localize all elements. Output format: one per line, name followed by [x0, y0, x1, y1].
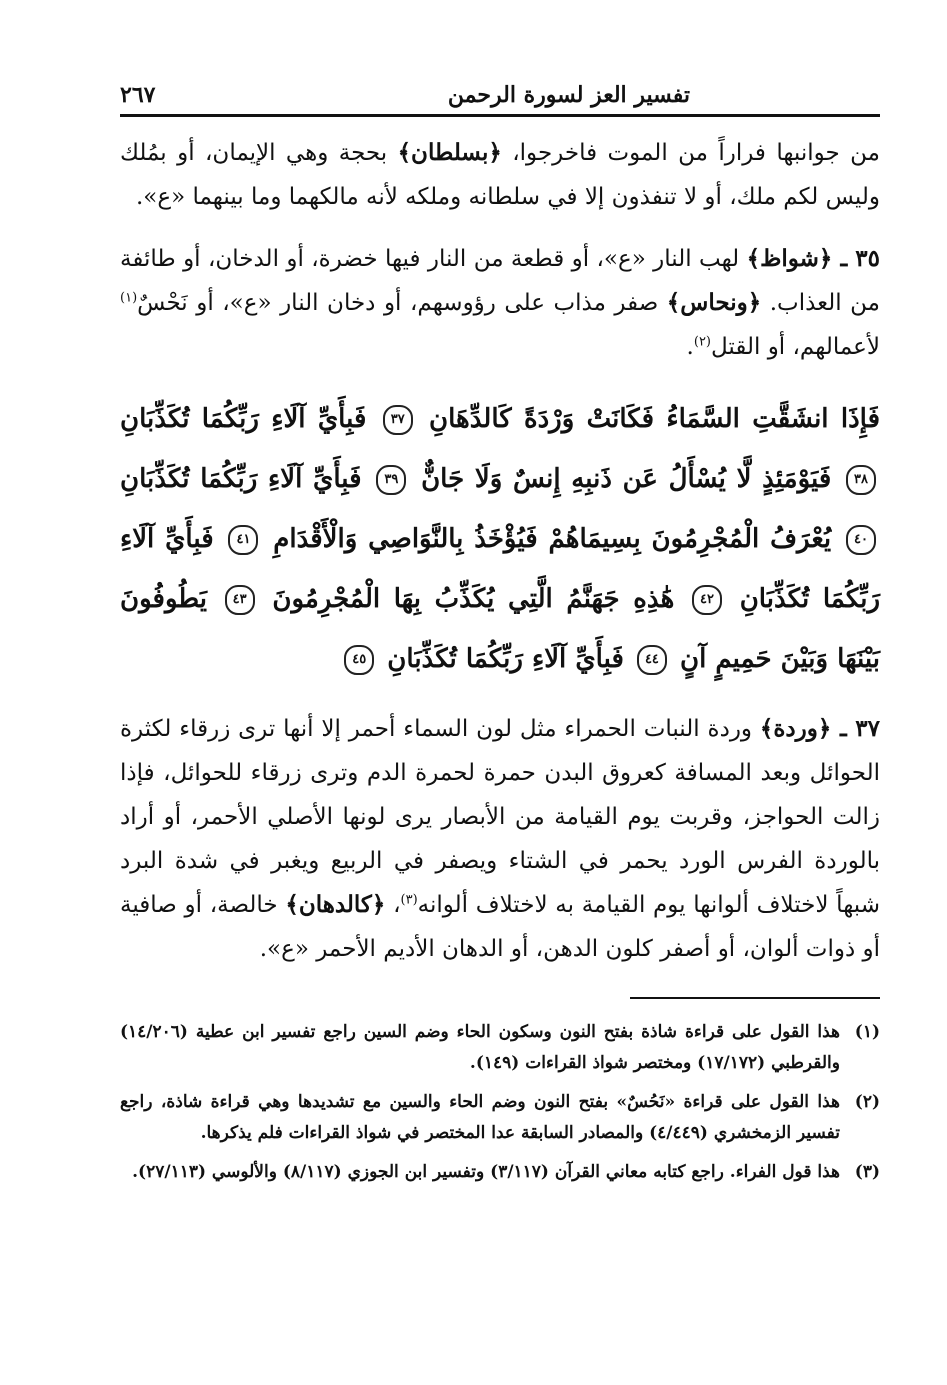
footnote-ref-2[interactable]: (٢) [693, 334, 711, 350]
keyword-bisultan: ﴿بسلطان﴾ [397, 139, 502, 166]
text-span: من جوانبها فراراً من الموت فاخرجوا، [501, 140, 880, 166]
ayah-text: فَبِأَيِّ آلَاءِ رَبِّكُمَا تُكَذِّبَانِ [120, 524, 880, 614]
ayah-text: هَٰذِهِ جَهَنَّمُ الَّتِي يُكَذِّبُ بِهَا الْمُجْرِمُونَ [272, 584, 675, 614]
text-span: خالصة، أو صافية أو ذوات ألوان، أو أصفر كلون الدهن، أو الدهان الأديم الأحمر «ع». [120, 892, 880, 962]
running-title: تفسير العز لسورة الرحمن [447, 82, 690, 108]
footnote-item [120, 1157, 880, 1188]
footnote-ref-3[interactable]: (٣) [400, 892, 418, 908]
ayah-text: فَبِأَيِّ آلَاءِ رَبِّكُمَا تُكَذِّبَانِ [120, 464, 362, 494]
ayah-number-marker: ٤٣ [225, 585, 255, 615]
page-number: ٢٦٧ [120, 82, 156, 108]
keyword-warda: ﴿وردة﴾ [759, 715, 832, 742]
verse-number: ٣٥ ـ [832, 245, 880, 272]
ayah-text: فَإِذَا انشَقَّتِ السَّمَاءُ فَكَانَتْ وَرْدَةً كَالدِّهَانِ [429, 404, 881, 434]
text-span: صفر مذاب على رؤوسهم، أو دخان النار «ع»، أو نَحْسٌ [137, 290, 667, 316]
footnote-ref-1[interactable]: (١) [120, 290, 138, 306]
paragraph-verse-35-commentary [120, 237, 880, 369]
keyword-kaldihan: ﴿كالدهان﴾ [285, 891, 386, 918]
ayah-number-marker: ٤٠ [846, 525, 876, 555]
keyword-nuhas: ﴿ونحاس﴾ [666, 289, 762, 316]
ayah-number-marker: ٣٩ [376, 465, 406, 495]
text-span: وردة النبات الحمراء مثل لون السماء أحمر إلا أنها ترى زرقاء لكثرة الحوائل وبعد المسافة كعروق البدن حمرة لحمرة الدم وترى زرقاء للحوائل، فإذا زالت الحواجز، وقربت يوم القيامة من الأبصار يرى لونها الأصلي الأحمر، أو أراد بالوردة الفرس الورد يحمر في الشتاء ويصفر في الربيع ويغبر في شدة البرد شبهاً لاختلاف ألوانها يوم القيامة به لاختلاف ألوانه [120, 716, 881, 918]
text-span: ، [385, 892, 401, 918]
quran-verses-block [120, 389, 880, 689]
footnote-text: هذا القول على قراءة «نَحُسٌ» بفتح النون وضم الحاء والسين مع تشديدها وهي قراءة شاذة، راجع تفسير الزمخشري (٤/٤٤٩) والمصادر السابقة عدا المختصر في شواذ القراءات فلم يذكرها. [120, 1092, 840, 1143]
text-span: . [686, 334, 694, 360]
paragraph-verse-37-commentary [120, 707, 880, 971]
footnote-marker: (٣) [854, 1162, 880, 1182]
footnote-marker: (١) [854, 1022, 880, 1042]
footnote-text: هذا القول على قراءة شاذة بفتح النون وسكون الحاء وضم السين راجع تفسير ابن عطية (١٤/٢٠٦) والقرطبي (١٧/١٧٢) ومختصر شواذ القراءات (١٤٩). [120, 1022, 840, 1073]
text-span: لهب النار «ع»، أو قطعة من النار فيها خضرة، أو الدخان، أو طائفة من العذاب. [120, 246, 881, 316]
footnote-divider [630, 997, 880, 999]
footnote-item [120, 1087, 880, 1149]
verse-number: ٣٧ ـ [831, 715, 880, 742]
footnote-text: هذا قول الفراء. راجع كتابه معاني القرآن (٣/١١٧) وتفسير ابن الجوزي (٨/١١٧) والألوسي (٢٧/١١٣). [132, 1162, 840, 1182]
text-span: لأعمالهم، أو القتل [711, 334, 880, 360]
paragraph-verse-33-commentary [120, 131, 880, 219]
footnotes-section [120, 1017, 880, 1188]
ayah-text: فَبِأَيِّ آلَاءِ رَبِّكُمَا تُكَذِّبَانِ [120, 404, 367, 434]
text-span: بحجة وهي الإيمان، أو بمُلك وليس لكم ملك، أو لا تنفذون إلا في سلطانه وملكه لأنه مالكهما وما بينهما «ع». [120, 140, 880, 210]
ayah-number-marker: ٤٢ [692, 585, 722, 615]
ayah-text: يَطُوفُونَ بَيْنَهَا وَبَيْنَ حَمِيمٍ آنٍ [120, 584, 880, 674]
ayah-number-marker: ٤٤ [637, 645, 667, 675]
book-page [120, 70, 880, 1196]
ayah-number-marker: ٣٧ [383, 405, 413, 435]
ayah-text: يُعْرَفُ الْمُجْرِمُونَ بِسِيمَاهُمْ فَيُؤْخَذُ بِالنَّوَاصِي وَالْأَقْدَامِ [273, 524, 832, 554]
footnote-marker: (٢) [854, 1092, 880, 1112]
ayah-number-marker: ٤٥ [344, 645, 374, 675]
ayah-number-marker: ٣٨ [846, 465, 876, 495]
ayah-text: فَيَوْمَئِذٍ لَّا يُسْأَلُ عَن ذَنبِهِ إِنسٌ وَلَا جَانٌّ [421, 464, 832, 494]
ayah-text: فَبِأَيِّ آلَاءِ رَبِّكُمَا تُكَذِّبَانِ [387, 644, 624, 674]
page-header [120, 70, 880, 117]
footnote-item [120, 1017, 880, 1079]
keyword-shuwaz: ﴿شواظ﴾ [746, 245, 833, 272]
ayah-number-marker: ٤١ [228, 525, 258, 555]
